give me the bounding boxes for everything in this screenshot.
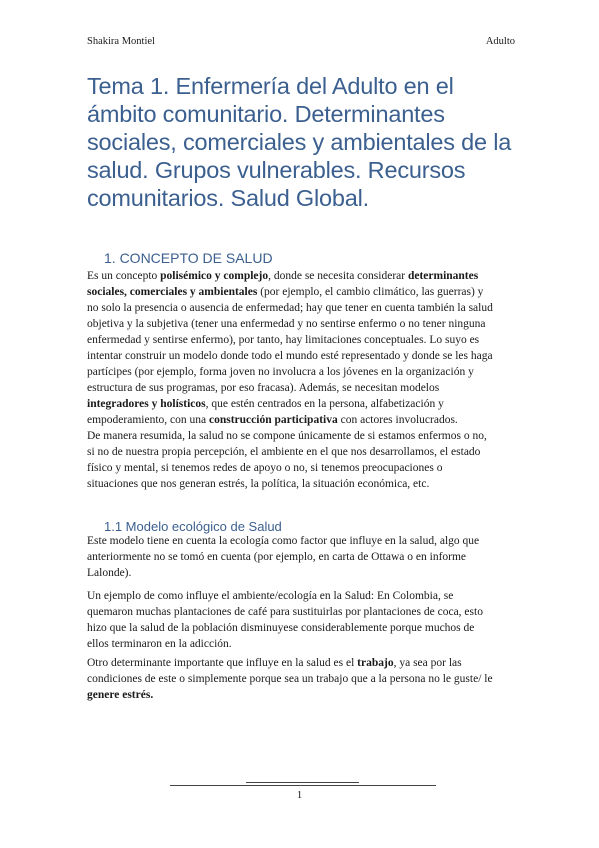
bold-text: integradores y holísticos: [87, 398, 206, 410]
footer-divider: [170, 785, 436, 786]
section-heading-concepto-de-salud: 1. CONCEPTO DE SALUD: [104, 250, 273, 266]
text-line: condiciones de este o simplemente porque sea un trabajo que a la persona no le guste/ le: [87, 673, 493, 685]
text-line: integradores y holísticos, que estén centrados en la persona, alfabetización y: [87, 398, 444, 410]
text-line: anteriormente no se tomó en cuenta (por ejemplo, en carta de Ottawa o en informe: [87, 551, 467, 563]
bold-text: genere estrés.: [87, 689, 154, 701]
page-title: Tema 1. Enfermería del Adulto en el ámbito comunitario. Determinantes sociales, comerciales y ambientales de la salud. Grupos vulnerables. Recursos comunitarios. Salud Global.: [87, 73, 512, 211]
text-line: físico y mental, si tenemos redes de apoyo o no, si tenemos preocupaciones o: [87, 462, 443, 474]
page-header: [87, 36, 515, 47]
text-line: Es un concepto polisémico y complejo, donde se necesita considerar determinantes: [87, 270, 479, 282]
page-number: 1: [296, 789, 303, 801]
bold-text: sociales, comerciales y ambientales: [87, 286, 258, 298]
bold-text: construcción participativa: [209, 414, 338, 426]
text-line: no solo la presencia o ausencia de enfermedad; hay que tener en cuenta también la salud: [87, 302, 493, 314]
text-line: partícipes (por ejemplo, forma joven no involucra a los jóvenes en la organización y: [87, 366, 474, 378]
text-line: objetiva y la subjetiva (tener una enfermedad y no sentirse enfermo o no tener ninguna: [87, 318, 486, 330]
text-line: ellos terminaron en la adicción.: [87, 638, 232, 650]
bold-text: polisémico y complejo: [160, 270, 269, 282]
paragraph-concepto-resumen: [87, 428, 515, 492]
paragraph-modelo-ecologico: [87, 533, 515, 581]
bold-text: determinantes: [407, 270, 479, 282]
text-line: Otro determinante importante que influye en la salud es el trabajo, ya sea por las: [87, 657, 462, 669]
header-author: Shakira Montiel: [87, 36, 155, 47]
text-line: Lalonde).: [87, 567, 132, 579]
text-line: Un ejemplo de como influye el ambiente/ecología en la Salud: En Colombia, se: [87, 590, 454, 602]
text-line: sociales, comerciales y ambientales (por ejemplo, el cambio climático, las guerras) y: [87, 286, 484, 298]
text-line: situaciones que nos generan estrés, la política, la situación económica, etc.: [87, 478, 430, 490]
footer-divider-short: [246, 782, 359, 783]
text-line: [87, 687, 515, 703]
paragraph-concepto-intro: [87, 268, 515, 428]
text-line: estructura de sus programas, por eso fracasa). Además, se necesitan modelos: [87, 382, 440, 394]
paragraph-ejemplo-colombia: [87, 588, 515, 652]
section-heading-modelo-ecologico: 1.1 Modelo ecológico de Salud: [104, 519, 282, 534]
text-line: hizo que la salud de la población disminuyese considerablemente porque muchos de: [87, 622, 475, 634]
text-line: enfermedad y sentirse enfermo), por tanto, hay limitaciones conceptuales. Lo suyo es: [87, 334, 480, 346]
text-line: Este modelo tiene en cuenta la ecología como factor que influye en la salud, algo que: [87, 535, 480, 547]
text-line: empoderamiento, con una construcción participativa con actores involucrados.: [87, 414, 458, 426]
text-line: quemaron muchas plantaciones de café para sustituirlas por plantaciones de coca, esto: [87, 606, 483, 618]
text-line: De manera resumida, la salud no se compone únicamente de si estamos enfermos o no,: [87, 430, 487, 442]
text-line: si no de nuestra propia percepción, el ambiente en el que nos desarrollamos, el estado: [87, 446, 481, 458]
paragraph-trabajo: [87, 655, 515, 703]
header-subject: Adulto: [485, 36, 515, 47]
bold-text: trabajo: [357, 657, 394, 669]
text-line: intentar construir un modelo donde todo el mundo esté representado y donde se les haga: [87, 350, 493, 362]
